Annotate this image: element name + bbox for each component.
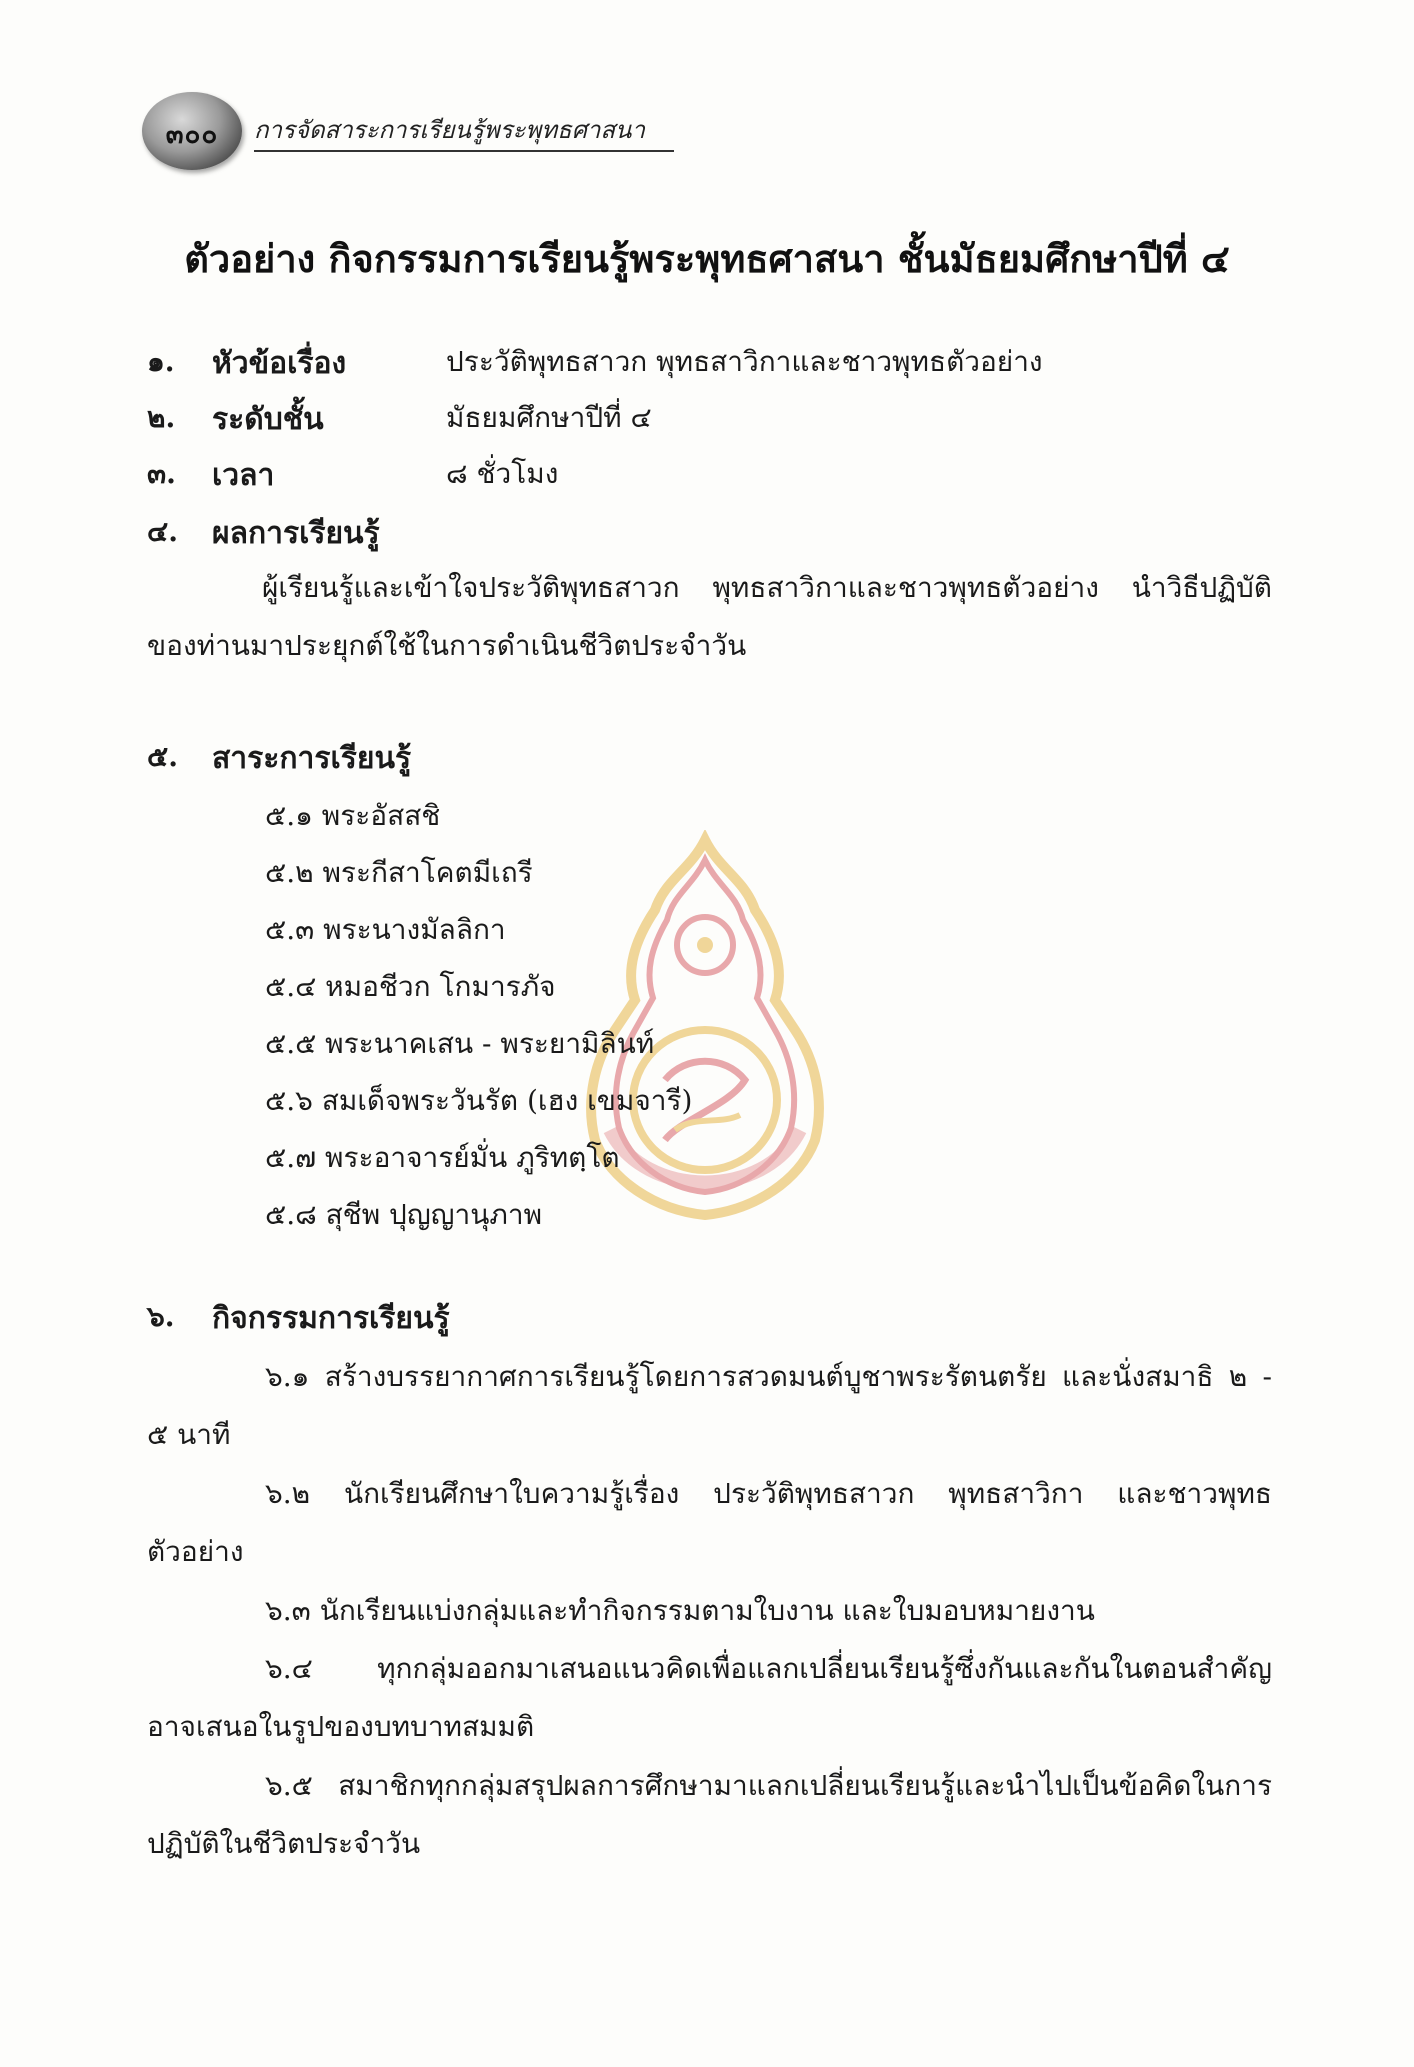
content-item: ๕.๘ สุชีพ ปุญญานุภาพ: [265, 1198, 543, 1231]
content-item: ๕.๓ พระนางมัลลิกา: [265, 913, 506, 946]
activity-5-line-1: ๖.๕ สมาชิกทุกกลุ่มสรุปผลการศึกษามาแลกเปลี่ยนเรียนรู้และนำไปเป็นข้อคิดในการ: [265, 1769, 1272, 1802]
activity-2-line-1: ๖.๒ นักเรียนศึกษาใบความรู้เรื่อง ประวัติพุทธสาวก พุทธสาวิกา และชาวพุทธ: [265, 1477, 1272, 1510]
section-number: ๖.: [147, 1300, 175, 1333]
outcome-line-2: ของท่านมาประยุกต์ใช้ในการดำเนินชีวิตประจำวัน: [147, 629, 747, 662]
section-label: ผลการเรียนรู้: [212, 516, 380, 551]
activity-5-line-2: ปฏิบัติในชีวิตประจำวัน: [147, 1827, 421, 1860]
section-heading-activities: [0, 1295, 1414, 1339]
info-number: ๑.: [147, 345, 175, 378]
info-number: ๓.: [147, 457, 176, 490]
info-item: [0, 396, 1414, 440]
outcome-line-1: ผู้เรียนรู้และเข้าใจประวัติพุทธสาวก พุทธสาวิกาและชาวพุทธตัวอย่าง นำวิธีปฏิบัติ: [262, 571, 1272, 604]
section-heading-outcome: [0, 510, 1414, 554]
activity-4-line-2: อาจเสนอในรูปของบทบาทสมมติ: [147, 1710, 535, 1743]
info-item: [0, 340, 1414, 384]
info-value: มัธยมศึกษาปีที่ ๔: [446, 401, 652, 434]
activity-2-line-2: ตัวอย่าง: [147, 1535, 244, 1568]
page-header: [142, 92, 682, 170]
content-item: ๕.๕ พระนาคเสน - พระยามิลินท์: [265, 1027, 655, 1060]
activity-1-line-1: ๖.๑ สร้างบรรยากาศการเรียนรู้โดยการสวดมนต์บูชาพระรัตนตรัย และนั่งสมาธิ ๒ -: [265, 1360, 1272, 1393]
content-item: ๕.๒ พระกีสาโคตมีเถรี: [265, 856, 533, 889]
page-number: ๓๐๐: [165, 120, 219, 150]
section-number: ๕.: [147, 740, 178, 773]
info-value: ๘ ชั่วโมง: [446, 457, 559, 490]
header-rule: [254, 150, 674, 152]
section-number: ๔.: [147, 515, 178, 548]
activity-3-line-1: ๖.๓ นักเรียนแบ่งกลุ่มและทำกิจกรรมตามใบงาน และใบมอบหมายงาน: [265, 1594, 1095, 1627]
section-label: กิจกรรมการเรียนรู้: [212, 1301, 450, 1336]
activity-1-line-2: ๕ นาที: [147, 1418, 231, 1451]
content-item: ๕.๑ พระอัสสชิ: [265, 799, 441, 832]
info-label: ระดับชั้น: [212, 402, 324, 437]
section-label: สาระการเรียนรู้: [212, 741, 412, 776]
info-number: ๒.: [147, 401, 176, 434]
info-label: หัวข้อเรื่อง: [212, 346, 347, 381]
info-label: เวลา: [212, 458, 275, 493]
activity-4-line-1: ๖.๔ ทุกกลุ่มออกมาเสนอแนวคิดเพื่อแลกเปลี่ยนเรียนรู้ซึ่งกันและกันในตอนสำคัญ: [265, 1652, 1272, 1685]
section-heading-content: [0, 735, 1414, 779]
running-title: การจัดสาระการเรียนรู้พระพุทธศาสนา: [254, 116, 645, 144]
content-item: ๕.๖ สมเด็จพระวันรัต (เฮง เขมจารี): [265, 1084, 693, 1117]
content-item: ๕.๔ หมอชีวก โกมารภัจ: [265, 970, 556, 1003]
info-value: ประวัติพุทธสาวก พุทธสาวิกาและชาวพุทธตัวอย่าง: [446, 345, 1043, 378]
info-item: [0, 452, 1414, 496]
content-item: ๕.๗ พระอาจารย์มั่น ภูริทตฺโต: [265, 1141, 620, 1174]
document-title: ตัวอย่าง กิจกรรมการเรียนรู้พระพุทธศาสนา ชั้นมัธยมศึกษาปีที่ ๔: [184, 236, 1230, 281]
